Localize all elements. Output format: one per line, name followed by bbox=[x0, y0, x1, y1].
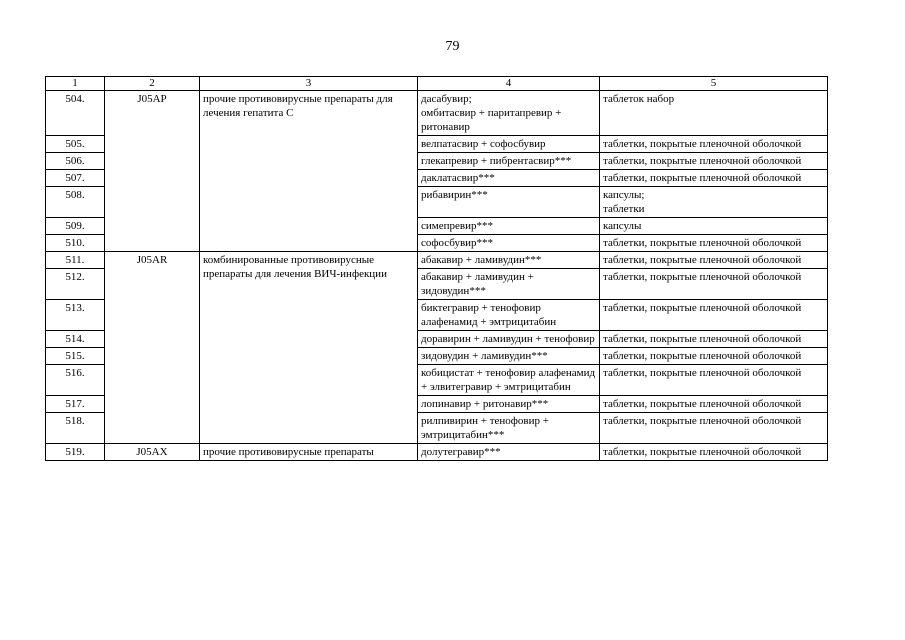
table-row bbox=[46, 252, 828, 269]
table-row bbox=[46, 91, 828, 136]
drug-name: даклатасвир*** bbox=[418, 170, 600, 187]
header-col-3: 3 bbox=[200, 77, 418, 91]
page-number: 79 bbox=[445, 39, 460, 54]
table-body bbox=[46, 91, 828, 461]
dosage-form: таблетки, покрытые пленочной оболочкой bbox=[600, 348, 828, 365]
row-number: 510. bbox=[46, 235, 105, 252]
dosage-form: таблетки, покрытые пленочной оболочкой bbox=[600, 365, 828, 396]
dosage-form: таблетки, покрытые пленочной оболочкой bbox=[600, 300, 828, 331]
dosage-form: капсулы bbox=[600, 218, 828, 235]
dosage-form: капсулы; таблетки bbox=[600, 187, 828, 218]
row-number: 507. bbox=[46, 170, 105, 187]
atc-group-name: комбинированные противовирусные препараты для лечения ВИЧ-инфекции bbox=[200, 252, 418, 444]
drug-name: биктегравир + тенофовир алафенамид + эмтрицитабин bbox=[418, 300, 600, 331]
drug-name: абакавир + ламивудин*** bbox=[418, 252, 600, 269]
header-col-5: 5 bbox=[600, 77, 828, 91]
row-number: 515. bbox=[46, 348, 105, 365]
row-number: 516. bbox=[46, 365, 105, 396]
dosage-form: таблетки, покрытые пленочной оболочкой bbox=[600, 396, 828, 413]
drug-name: лопинавир + ритонавир*** bbox=[418, 396, 600, 413]
row-number: 514. bbox=[46, 331, 105, 348]
header-col-1: 1 bbox=[46, 77, 105, 91]
row-number: 509. bbox=[46, 218, 105, 235]
drug-name: софосбувир*** bbox=[418, 235, 600, 252]
header-col-2: 2 bbox=[105, 77, 200, 91]
dosage-form: таблетки, покрытые пленочной оболочкой bbox=[600, 136, 828, 153]
drug-name: зидовудин + ламивудин*** bbox=[418, 348, 600, 365]
row-number: 506. bbox=[46, 153, 105, 170]
dosage-form: таблетки, покрытые пленочной оболочкой bbox=[600, 235, 828, 252]
dosage-form: таблетки, покрытые пленочной оболочкой bbox=[600, 444, 828, 461]
dosage-form: таблетки, покрытые пленочной оболочкой bbox=[600, 170, 828, 187]
row-number: 519. bbox=[46, 444, 105, 461]
atc-code: J05AP bbox=[105, 91, 200, 252]
row-number: 505. bbox=[46, 136, 105, 153]
drug-name: долутегравир*** bbox=[418, 444, 600, 461]
drug-name: глекапревир + пибрентасвир*** bbox=[418, 153, 600, 170]
row-number: 504. bbox=[46, 91, 105, 136]
row-number: 512. bbox=[46, 269, 105, 300]
row-number: 513. bbox=[46, 300, 105, 331]
drug-name: велпатасвир + софосбувир bbox=[418, 136, 600, 153]
drug-name: кобицистат + тенофовир алафенамид + элвитегравир + эмтрицитабин bbox=[418, 365, 600, 396]
row-number: 508. bbox=[46, 187, 105, 218]
dosage-form: таблетки, покрытые пленочной оболочкой bbox=[600, 413, 828, 444]
dosage-form: таблетки, покрытые пленочной оболочкой bbox=[600, 153, 828, 170]
table-row bbox=[46, 444, 828, 461]
dosage-form: таблеток набор bbox=[600, 91, 828, 136]
drug-table bbox=[45, 76, 828, 461]
drug-name: симепревир*** bbox=[418, 218, 600, 235]
header-row bbox=[46, 77, 828, 91]
atc-group-name: прочие противовирусные препараты для лечения гепатита С bbox=[200, 91, 418, 252]
row-number: 511. bbox=[46, 252, 105, 269]
dosage-form: таблетки, покрытые пленочной оболочкой bbox=[600, 252, 828, 269]
row-number: 518. bbox=[46, 413, 105, 444]
drug-name: рилпивирин + тенофовир + эмтрицитабин*** bbox=[418, 413, 600, 444]
atc-code: J05AR bbox=[105, 252, 200, 444]
row-number: 517. bbox=[46, 396, 105, 413]
atc-group-name: прочие противовирусные препараты bbox=[200, 444, 418, 461]
dosage-form: таблетки, покрытые пленочной оболочкой bbox=[600, 331, 828, 348]
header-col-4: 4 bbox=[418, 77, 600, 91]
dosage-form: таблетки, покрытые пленочной оболочкой bbox=[600, 269, 828, 300]
atc-code: J05AX bbox=[105, 444, 200, 461]
drug-name: абакавир + ламивудин + зидовудин*** bbox=[418, 269, 600, 300]
drug-name: дасабувир; омбитасвир + паритапревир + ритонавир bbox=[418, 91, 600, 136]
drug-name: доравирин + ламивудин + тенофовир bbox=[418, 331, 600, 348]
drug-name: рибавирин*** bbox=[418, 187, 600, 218]
